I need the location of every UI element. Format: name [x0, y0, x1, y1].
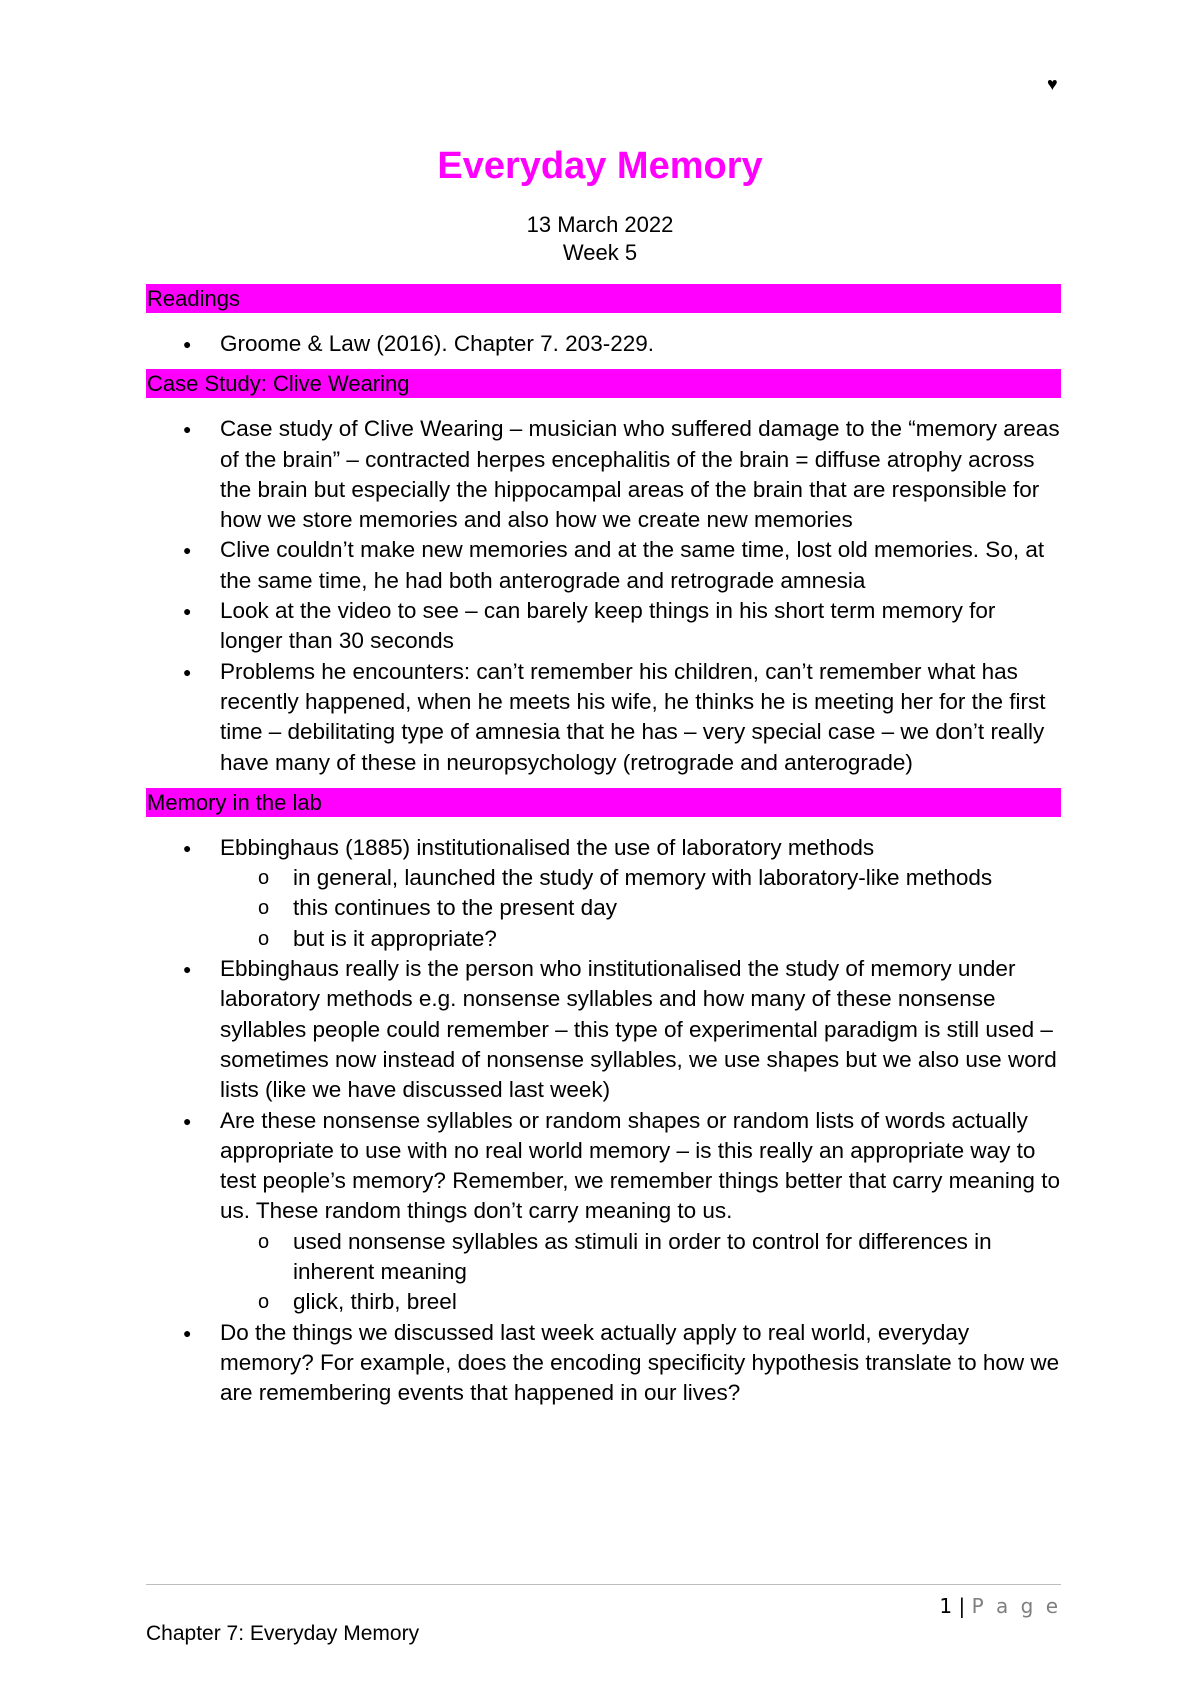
footer-divider	[146, 1584, 1061, 1585]
list-item	[146, 833, 1061, 954]
list-item: ● Groome & Law (2016). Chapter 7. 203-229.	[146, 329, 1061, 359]
list-item	[146, 1318, 1061, 1409]
list-item	[146, 1106, 1061, 1318]
sub-list-item: o but is it appropriate?	[220, 924, 1061, 954]
page-title: Everyday Memory	[437, 145, 763, 187]
list-item: ● Case study of Clive Wearing – musician who suffered damage to the “memory areas of the brain” – contracted herpes encephalitis of the brain = diffuse atrophy across the brain but especially the hippocampal areas of the brain that are responsible for how we store memories and also how we create new memories	[146, 414, 1061, 535]
memory-lab-list	[146, 833, 1061, 1409]
heart-icon: ♥	[1047, 74, 1058, 94]
sub-list-item: o this continues to the present day	[220, 893, 1061, 923]
sub-list-item: o glick, thirb, breel	[220, 1287, 1061, 1317]
list-item: ● Problems he encounters: can’t remember his children, can’t remember what has recently happened, when he meets his wife, he thinks he is meeting her for the first time – debilitating type of amnesia that he has – very special case – we don’t really have many of these in neuropsychology (retrograde and anterograde)	[146, 657, 1061, 778]
sub-list	[220, 1227, 1061, 1318]
list-item	[146, 954, 1061, 1105]
sub-list-item: o in general, launched the study of memory with laboratory-like methods	[220, 863, 1061, 893]
page-number-value: 1	[939, 1594, 953, 1618]
lecture-week: Week 5	[562, 240, 638, 265]
sub-list	[220, 863, 1061, 954]
sub-list-item: o used nonsense syllables as stimuli in order to control for differences in inherent meaning	[220, 1227, 1061, 1288]
section-heading-case-study: Case Study: Clive Wearing	[146, 369, 1061, 398]
section-heading-memory-lab: Memory in the lab	[146, 788, 1061, 817]
section-heading-readings: Readings	[146, 284, 1061, 313]
page-separator: |	[958, 1594, 966, 1618]
case-study-list	[146, 414, 1061, 778]
page-number	[939, 1594, 1061, 1618]
page-label: P a g e	[971, 1594, 1061, 1618]
list-item-text: Ebbinghaus really is the person who institutionalised the study of memory under laboratory methods e.g. nonsense syllables and how many of these nonsense syllables people could remember – this type of experimental paradigm is still used – sometimes now instead of nonsense syllables, we use shapes but we also use word lists (like we have discussed last week)	[220, 956, 1057, 1103]
lecture-date: 13 March 2022	[526, 212, 674, 237]
readings-list	[146, 329, 1061, 359]
list-item: ● Look at the video to see – can barely keep things in his short term memory for longer than 30 seconds	[146, 596, 1061, 657]
list-item-text: Are these nonsense syllables or random shapes or random lists of words actually appropriate to use with no real world memory – is this really an appropriate way to test people’s memory? Remember, we remember things better that carry meaning to us. These random things don’t carry meaning to us.	[220, 1107, 1060, 1224]
list-item-text: Do the things we discussed last week actually apply to real world, everyday memory? For example, does the encoding specificity hypothesis translate to how we are remembering events that happened in our lives?	[220, 1319, 1060, 1406]
document-body	[146, 284, 1061, 1409]
list-item-text: Ebbinghaus (1885) institutionalised the use of laboratory methods	[220, 834, 875, 860]
footer-chapter-title: Chapter 7: Everyday Memory	[146, 1622, 420, 1645]
list-item: ● Clive couldn’t make new memories and at the same time, lost old memories. So, at the same time, he had both anterograde and retrograde amnesia	[146, 535, 1061, 596]
